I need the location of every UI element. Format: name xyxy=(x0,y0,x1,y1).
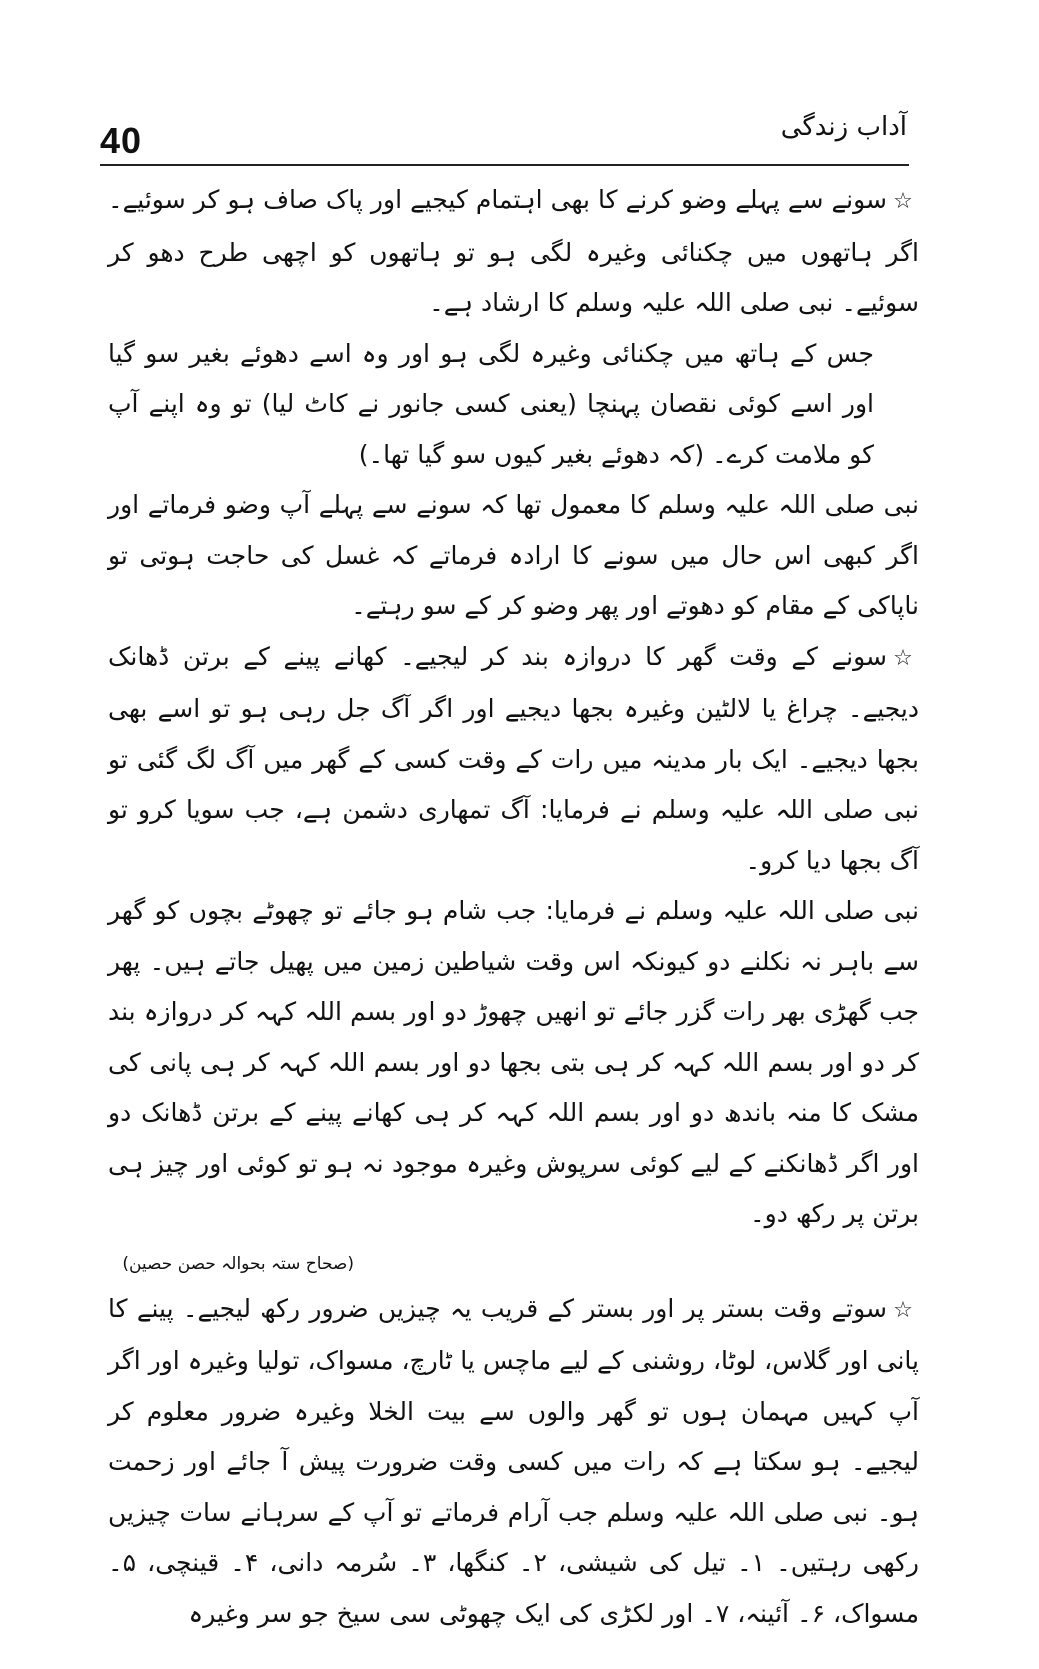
paragraph-prophet-habit: نبی صلی اللہ علیہ وسلم کا معمول تھا کہ سونے سے پہلے آپ وضو فرماتے اور اگر کبھی اس حال میں سونے کا ارادہ فرماتے کہ غسل کی حاجت ہوتی تو ناپاکی کے مقام کو دھوتے اور پھر وضو کر کے سو رہتے۔ xyxy=(108,490,919,620)
paragraph-bedside-items xyxy=(108,1284,919,1640)
running-title: آداب زندگی xyxy=(780,112,907,142)
paragraph-wudu xyxy=(108,175,919,329)
page-number: 40 xyxy=(100,120,143,161)
paragraph-close-door-text: سونے کے وقت گھر کا دروازہ بند کر لیجیے۔ کھانے پینے کے برتن ڈھانک دیجیے۔ چراغ یا لالٹین وغیرہ بجھا دیجیے اور اگر آگ جل رہی ہو تو اسے بھی بجھا دیجیے۔ ایک بار مدینہ میں رات کے وقت کسی کے گھر میں آگ لگ گئی تو نبی صلی اللہ علیہ وسلم نے فرمایا: آگ تمھاری دشمن ہے، جب سویا کرو تو آگ بجھا دیا کرو۔ xyxy=(108,641,919,875)
header-divider xyxy=(100,164,909,166)
star-bullet-icon: ☆ xyxy=(893,645,913,671)
paragraph-children-evening: نبی صلی اللہ علیہ وسلم نے فرمایا: جب شام ہو جائے تو چھوٹے بچوں کو گھر سے باہر نہ نکلنے دو کیونکہ اس وقت شیاطین زمین میں پھیل جاتے ہیں۔ پھر جب گھڑی بھر رات گزر جائے تو انھیں چھوڑ دو اور بسم اللہ کہہ کر دروازہ بند کر دو اور بسم اللہ کہہ کر ہی بتی بجھا دو اور بسم اللہ کہہ کر ہی پانی کی مشک کا منہ باندھ دو اور بسم اللہ کہہ کر ہی کھانے پینے کے برتن ڈھانک دو اور اگر ڈھانکنے کے لیے کوئی سرپوش وغیرہ موجود نہ ہو تو کوئی اور چیز ہی برتن پر رکھ دو۔ xyxy=(108,896,919,1228)
citation: (صحاح ستہ بحوالہ حصن حصین) xyxy=(122,1253,354,1274)
page-body xyxy=(108,175,919,1639)
star-bullet-icon: ☆ xyxy=(893,189,913,214)
paragraph-bedside-items-text: سوتے وقت بستر پر اور بستر کے قریب یہ چیزیں ضرور رکھ لیجیے۔ پینے کا پانی اور گلاس، لوٹا، روشنی کے لیے ماچس یا ٹارچ، مسواک، تولیا وغیرہ اور اگر آپ کہیں مہمان ہوں تو گھر والوں سے بیت الخلا وغیرہ ضرور معلوم کر لیجیے۔ ہو سکتا ہے کہ رات میں کسی وقت ضرورت پیش آ جائے اور زحمت ہو۔ نبی صلی اللہ علیہ وسلم جب آرام فرماتے تو آپ کے سرہانے سات چیزیں رکھی رہتیں۔ ۱۔ تیل کی شیشی، ۲۔ کنگھا، ۳۔ سُرمہ دانی، ۴۔ قینچی، ۵۔ مسواک، ۶۔ آئینہ، ۷۔ اور لکڑی کی ایک چھوٹی سی سیخ جو سر وغیرہ xyxy=(108,1293,920,1628)
hadith-quote-greasy-hands: جس کے ہاتھ میں چکنائی وغیرہ لگی ہو اور وہ اسے دھوئے بغیر سو گیا اور اسے کوئی نقصان پہنچا (یعنی کسی جانور نے کاٹ لیا) تو وہ اپنے آپ کو ملامت کرے۔ (کہ دھوئے بغیر کیوں سو گیا تھا۔) xyxy=(108,338,874,469)
paragraph-wudu-text: سونے سے پہلے وضو کرنے کا بھی اہتمام کیجیے اور پاک صاف ہو کر سوئیے۔ اگر ہاتھوں میں چکنائی وغیرہ لگی ہو تو ہاتھوں کو اچھی طرح دھو کر سوئیے۔ نبی صلی اللہ علیہ وسلم کا ارشاد ہے۔ xyxy=(108,185,919,317)
star-bullet-icon: ☆ xyxy=(893,1297,913,1323)
paragraph-close-door xyxy=(108,632,919,887)
